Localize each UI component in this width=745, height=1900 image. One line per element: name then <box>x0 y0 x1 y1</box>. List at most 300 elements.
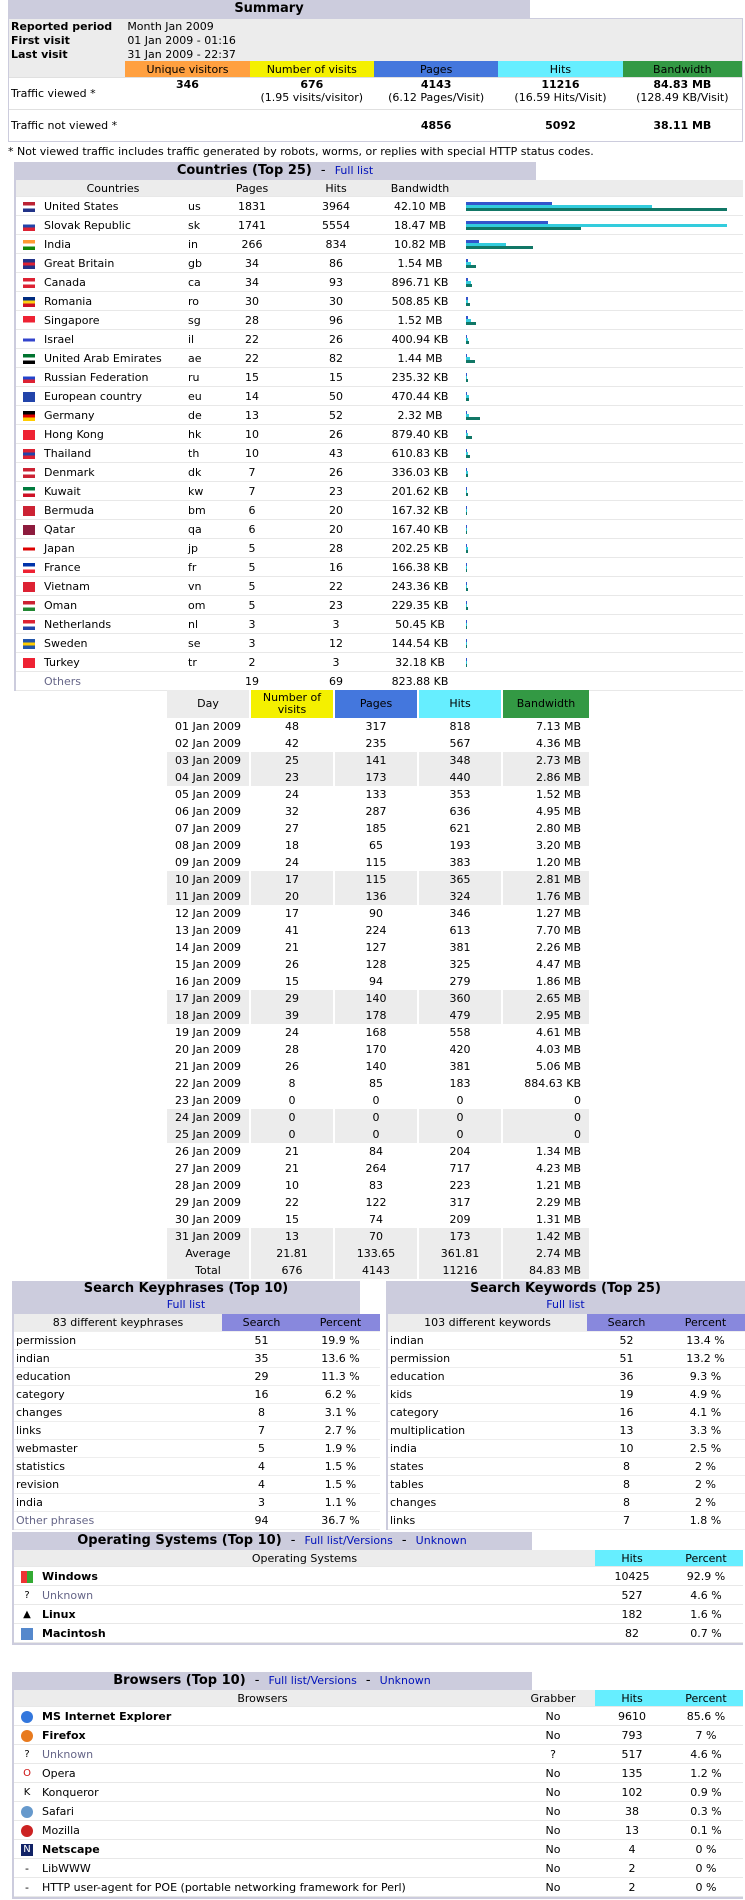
flag-cell <box>16 444 42 463</box>
day-hits: 360 <box>417 990 501 1007</box>
country-row <box>16 634 743 653</box>
day-visits: 21 <box>249 1160 333 1177</box>
day-bandwidth: 2.81 MB <box>501 871 589 888</box>
country-bar-graph <box>462 197 743 216</box>
country-hits: 5554 <box>294 216 378 235</box>
day-date: 02 Jan 2009 <box>175 737 241 750</box>
keywords-row <box>388 1404 745 1422</box>
keywords-row <box>388 1386 745 1404</box>
os-name: Unknown <box>40 1586 595 1605</box>
pages-col-header: Pages <box>210 180 294 197</box>
country-bar-graph <box>462 558 743 577</box>
keyphrases-row <box>14 1422 380 1440</box>
day-date: 30 Jan 2009 <box>175 1213 241 1226</box>
day-hits: 279 <box>417 973 501 990</box>
keywords-search-count: 36 <box>587 1368 666 1386</box>
country-row <box>16 615 743 634</box>
day-average-row <box>167 1245 589 1262</box>
day-pages: 185 <box>333 820 417 837</box>
country-name: Canada <box>42 273 186 292</box>
os-percent: 0.7 % <box>669 1624 743 1643</box>
country-code: eu <box>186 387 210 406</box>
country-bar-graph <box>462 273 743 292</box>
keywords-search-count: 51 <box>587 1350 666 1368</box>
col-pages: Pages <box>374 61 498 77</box>
day-date: 04 Jan 2009 <box>167 769 249 786</box>
not-viewed-hits: 5092 <box>498 109 622 141</box>
percent-col-header: Percent <box>669 1690 743 1707</box>
day-pages: 128 <box>333 956 417 973</box>
netscape-icon: N <box>21 1844 33 1856</box>
browser-percent: 1.2 % <box>669 1764 743 1783</box>
country-pages: 6 <box>210 520 294 539</box>
day-hits: 440 <box>417 769 501 786</box>
country-pages: 7 <box>210 482 294 501</box>
os-title: Operating Systems (Top 10) <box>77 1533 282 1548</box>
bandwidth-bar <box>466 645 467 648</box>
day-row <box>167 939 589 956</box>
country-code: il <box>186 330 210 349</box>
country-bar-graph <box>462 596 743 615</box>
day-hits: 420 <box>417 1041 501 1058</box>
country-pages: 13 <box>210 406 294 425</box>
browsers-unknown-link[interactable]: Unknown <box>379 1674 431 1687</box>
country-bandwidth: 400.94 KB <box>378 330 462 349</box>
day-date: 09 Jan 2009 <box>175 856 241 869</box>
day-pages: 136 <box>333 888 417 905</box>
others-pages: 19 <box>210 672 294 691</box>
os-name: Macintosh <box>40 1624 595 1643</box>
keywords-count-header: 103 different keywords <box>388 1314 587 1332</box>
day-hits: 346 <box>417 905 501 922</box>
day-row <box>167 973 589 990</box>
country-name: Bermuda <box>42 501 186 520</box>
pages-col-header: Pages <box>333 690 417 718</box>
browser-icon-cell <box>14 1840 40 1859</box>
day-visits: 42 <box>249 735 333 752</box>
keywords-term: india <box>388 1440 587 1458</box>
countries-col-header: Countries <box>16 180 210 197</box>
keywords-row <box>388 1440 745 1458</box>
keywords-search-count: 7 <box>587 1512 666 1530</box>
day-hits: 567 <box>417 735 501 752</box>
country-name: Singapore <box>42 311 186 330</box>
keyphrases-header <box>12 1281 360 1314</box>
os-percent: 1.6 % <box>669 1605 743 1624</box>
bandwidth-bar <box>466 493 468 496</box>
os-hits: 82 <box>595 1624 669 1643</box>
country-code: hk <box>186 425 210 444</box>
day-bandwidth: 2.80 MB <box>501 820 589 837</box>
browser-name: Netscape <box>40 1840 511 1859</box>
country-bandwidth: 202.25 KB <box>378 539 462 558</box>
country-name: Qatar <box>42 520 186 539</box>
day-pages: 90 <box>333 905 417 922</box>
days-table <box>167 690 589 1279</box>
day-visits: 10 <box>249 1177 333 1194</box>
browsers-section <box>12 1672 745 1899</box>
day-row <box>167 752 589 769</box>
hits-col-header: Hits <box>294 180 378 197</box>
country-hits: 30 <box>294 292 378 311</box>
day-row <box>167 735 589 752</box>
country-pages: 28 <box>210 311 294 330</box>
keywords-percent: 2 % <box>666 1476 745 1494</box>
os-full-list-link[interactable]: Full list/Versions <box>304 1534 393 1547</box>
day-bandwidth: 2.86 MB <box>501 769 589 786</box>
day-row <box>167 786 589 803</box>
day-row <box>167 888 589 905</box>
country-pages: 30 <box>210 292 294 311</box>
country-bar-graph <box>462 482 743 501</box>
day-visits: 15 <box>249 973 333 990</box>
browser-grabber: ? <box>511 1745 595 1764</box>
day-date: 23 Jan 2009 <box>175 1094 241 1107</box>
keywords-full-list-link[interactable]: Full list <box>546 1298 585 1311</box>
keyphrases-percent: 3.1 % <box>301 1404 380 1422</box>
day-row <box>167 718 589 735</box>
browser-name: Mozilla <box>40 1821 511 1840</box>
country-pages: 6 <box>210 501 294 520</box>
keyphrases-search-count: 51 <box>222 1332 301 1350</box>
day-pages: 0 <box>333 1109 417 1126</box>
total-day-date: Total <box>167 1262 249 1279</box>
keyphrases-search-count: 35 <box>222 1350 301 1368</box>
country-hits: 52 <box>294 406 378 425</box>
browser-grabber: No <box>511 1878 595 1897</box>
browser-hits: 102 <box>595 1783 669 1802</box>
total-day-pages: 4143 <box>333 1262 417 1279</box>
keywords-row <box>388 1368 745 1386</box>
keywords-percent: 13.4 % <box>666 1332 745 1350</box>
keywords-search-count: 10 <box>587 1440 666 1458</box>
country-code: dk <box>186 463 210 482</box>
opera-icon: O <box>23 1767 31 1779</box>
bandwidth-bar <box>466 265 476 268</box>
country-pages: 14 <box>210 387 294 406</box>
flag-sk-icon <box>23 221 35 231</box>
browser-hits: 793 <box>595 1726 669 1745</box>
country-name: Sweden <box>42 634 186 653</box>
keyphrases-percent: 13.6 % <box>301 1350 380 1368</box>
keywords-percent: 4.9 % <box>666 1386 745 1404</box>
country-code: fr <box>186 558 210 577</box>
day-bandwidth: 1.20 MB <box>501 854 589 871</box>
browser-grabber: No <box>511 1802 595 1821</box>
grabber-col-header: Grabber <box>511 1690 595 1707</box>
keyphrases-term: webmaster <box>14 1440 222 1458</box>
country-row <box>16 368 743 387</box>
day-bandwidth: 4.47 MB <box>501 956 589 973</box>
day-pages: 287 <box>333 803 417 820</box>
linux-icon: ▲ <box>23 1608 31 1620</box>
browser-name: Konqueror <box>40 1783 511 1802</box>
day-hits: 558 <box>417 1024 501 1041</box>
country-name: Vietnam <box>42 577 186 596</box>
countries-full-list-link[interactable]: Full list <box>334 164 374 177</box>
country-code: nl <box>186 615 210 634</box>
keyphrases-term: statistics <box>14 1458 222 1476</box>
day-date: 20 Jan 2009 <box>175 1043 241 1056</box>
country-code: se <box>186 634 210 653</box>
day-row <box>167 769 589 786</box>
country-bandwidth: 2.32 MB <box>378 406 462 425</box>
country-pages: 10 <box>210 425 294 444</box>
keywords-row <box>388 1422 745 1440</box>
day-bandwidth: 0 <box>501 1092 589 1109</box>
day-visits: 41 <box>249 922 333 939</box>
day-row <box>167 1177 589 1194</box>
pages-value: 4143 (6.12 Pages/Visit) <box>374 77 498 109</box>
country-bar-graph <box>462 615 743 634</box>
day-visits: 28 <box>249 1041 333 1058</box>
day-hits: 209 <box>417 1211 501 1228</box>
flag-cell <box>16 273 42 292</box>
os-hits: 10425 <box>595 1567 669 1586</box>
browser-percent: 0.1 % <box>669 1821 743 1840</box>
unique-visitors-value: 346 <box>125 77 249 109</box>
keyphrases-row <box>14 1332 380 1350</box>
day-pages: 317 <box>333 718 417 735</box>
day-bandwidth: 2.29 MB <box>501 1194 589 1211</box>
country-bandwidth: 229.35 KB <box>378 596 462 615</box>
country-hits: 3964 <box>294 197 378 216</box>
browser-icon-cell <box>14 1802 40 1821</box>
browser-icon-cell: - <box>14 1878 40 1897</box>
country-name: Hong Kong <box>42 425 186 444</box>
keywords-row <box>388 1332 745 1350</box>
browsers-table <box>12 1690 743 1899</box>
day-bandwidth: 1.86 MB <box>501 973 589 990</box>
country-bar-graph <box>462 653 743 672</box>
day-row <box>167 1058 589 1075</box>
others-label: Others <box>42 672 210 691</box>
keywords-term: kids <box>388 1386 587 1404</box>
keywords-term: tables <box>388 1476 587 1494</box>
day-row <box>167 1075 589 1092</box>
os-name: Windows <box>40 1567 595 1586</box>
day-visits: 0 <box>249 1126 333 1143</box>
country-hits: 3 <box>294 615 378 634</box>
day-visits: 26 <box>249 956 333 973</box>
os-unknown-link[interactable]: Unknown <box>415 1534 467 1547</box>
mac-icon <box>21 1628 33 1640</box>
keywords-percent: 2.5 % <box>666 1440 745 1458</box>
keyphrases-search-count: 16 <box>222 1386 301 1404</box>
flag-jp-icon <box>23 544 35 554</box>
country-hits: 86 <box>294 254 378 273</box>
days-of-month-section <box>167 690 589 1279</box>
country-code: sg <box>186 311 210 330</box>
country-row <box>16 406 743 425</box>
separator: - <box>365 1673 371 1688</box>
keyphrases-term: india <box>14 1494 222 1512</box>
browsers-title: Browsers (Top 10) <box>113 1673 246 1688</box>
flag-cell <box>16 368 42 387</box>
browser-name: Firefox <box>40 1726 511 1745</box>
country-name: European country <box>42 387 186 406</box>
country-bar-graph <box>462 463 743 482</box>
keywords-search-count: 19 <box>587 1386 666 1404</box>
country-row <box>16 596 743 615</box>
day-bandwidth: 4.36 MB <box>501 735 589 752</box>
keyphrases-row <box>14 1368 380 1386</box>
day-pages: 173 <box>333 769 417 786</box>
keyphrases-other-row <box>14 1512 380 1530</box>
country-hits: 834 <box>294 235 378 254</box>
country-row <box>16 577 743 596</box>
browser-row <box>14 1745 743 1764</box>
keyphrases-percent: 6.2 % <box>301 1386 380 1404</box>
countries-header <box>14 162 536 180</box>
country-row <box>16 197 743 216</box>
country-name: Netherlands <box>42 615 186 634</box>
day-hits: 0 <box>417 1092 501 1109</box>
flag-cell <box>16 387 42 406</box>
browsers-full-list-link[interactable]: Full list/Versions <box>268 1674 357 1687</box>
day-row <box>167 820 589 837</box>
day-date: 25 Jan 2009 <box>167 1126 249 1143</box>
country-row <box>16 387 743 406</box>
bandwidth-bar <box>466 512 467 515</box>
browser-icon-cell <box>14 1707 40 1726</box>
country-pages: 1741 <box>210 216 294 235</box>
keywords-term: permission <box>388 1350 587 1368</box>
day-hits: 0 <box>417 1109 501 1126</box>
keyphrases-row <box>14 1476 380 1494</box>
bandwidth-bar <box>466 398 469 401</box>
day-row <box>167 1160 589 1177</box>
flag-cell <box>16 596 42 615</box>
country-name: Turkey <box>42 653 186 672</box>
flag-hk-icon <box>23 430 35 440</box>
country-row <box>16 330 743 349</box>
day-visits: 20 <box>249 888 333 905</box>
other-phrases-percent: 36.7 % <box>301 1512 380 1530</box>
day-visits: 0 <box>249 1092 333 1109</box>
country-code: om <box>186 596 210 615</box>
flag-qa-icon <box>23 525 35 535</box>
country-bar-graph <box>462 330 743 349</box>
keywords-term: category <box>388 1404 587 1422</box>
day-date: 10 Jan 2009 <box>167 871 249 888</box>
day-bandwidth: 1.21 MB <box>501 1177 589 1194</box>
country-pages: 15 <box>210 368 294 387</box>
day-hits: 353 <box>417 786 501 803</box>
day-date: 17 Jan 2009 <box>167 990 249 1007</box>
browser-name: Opera <box>40 1764 511 1783</box>
keywords-header <box>386 1281 745 1314</box>
country-code: tr <box>186 653 210 672</box>
day-date: 27 Jan 2009 <box>175 1162 241 1175</box>
day-row <box>167 990 589 1007</box>
windows-icon <box>21 1571 33 1583</box>
country-row <box>16 349 743 368</box>
bandwidth-col-header: Bandwidth <box>378 180 462 197</box>
country-hits: 20 <box>294 520 378 539</box>
country-hits: 82 <box>294 349 378 368</box>
bandwidth-bar <box>466 208 727 211</box>
country-bar-graph <box>462 634 743 653</box>
day-total-row <box>167 1262 589 1279</box>
keyphrases-title: Search Keyphrases (Top 10) <box>83 1281 289 1296</box>
day-visits: 23 <box>249 769 333 786</box>
country-row <box>16 311 743 330</box>
country-bandwidth: 32.18 KB <box>378 653 462 672</box>
browser-icon-cell <box>14 1726 40 1745</box>
country-hits: 12 <box>294 634 378 653</box>
country-code: vn <box>186 577 210 596</box>
os-hits: 182 <box>595 1605 669 1624</box>
browser-hits: 517 <box>595 1745 669 1764</box>
graph-col-header <box>462 180 743 197</box>
day-pages: 84 <box>333 1143 417 1160</box>
day-bandwidth: 4.95 MB <box>501 803 589 820</box>
os-row <box>14 1624 743 1643</box>
keyphrases-term: permission <box>14 1332 222 1350</box>
browsers-col-header: Browsers <box>14 1690 511 1707</box>
country-bandwidth: 10.82 MB <box>378 235 462 254</box>
day-date: 01 Jan 2009 <box>175 720 241 733</box>
operating-systems-section <box>12 1532 745 1645</box>
day-date: 08 Jan 2009 <box>175 839 241 852</box>
traffic-not-viewed-label: Traffic not viewed * <box>9 109 125 141</box>
country-pages: 3 <box>210 634 294 653</box>
day-hits: 621 <box>417 820 501 837</box>
day-row <box>167 1092 589 1109</box>
day-hits: 365 <box>417 871 501 888</box>
browser-percent: 0 % <box>669 1859 743 1878</box>
country-pages: 5 <box>210 539 294 558</box>
keyphrases-count-header: 83 different keyphrases <box>14 1314 222 1332</box>
country-bar-graph <box>462 577 743 596</box>
summary-table <box>8 18 743 142</box>
browser-hits: 38 <box>595 1802 669 1821</box>
bandwidth-bar <box>466 341 469 344</box>
day-bandwidth: 1.27 MB <box>501 905 589 922</box>
country-code: kw <box>186 482 210 501</box>
last-visit-value: 31 Jan 2009 - 22:37 <box>127 47 236 61</box>
browser-icon-cell <box>14 1783 40 1802</box>
day-pages: 133 <box>333 786 417 803</box>
keywords-percent: 1.8 % <box>666 1512 745 1530</box>
day-visits: 18 <box>249 837 333 854</box>
browser-grabber: No <box>511 1859 595 1878</box>
day-row <box>167 1143 589 1160</box>
country-bandwidth: 50.45 KB <box>378 615 462 634</box>
day-hits: 204 <box>417 1143 501 1160</box>
keyphrases-full-list-link[interactable]: Full list <box>166 1298 206 1311</box>
total-day-visits: 676 <box>249 1262 333 1279</box>
os-col-header: Operating Systems <box>14 1550 595 1567</box>
countries-section <box>14 162 745 691</box>
day-pages: 140 <box>333 1058 417 1075</box>
bandwidth-bar <box>466 360 475 363</box>
day-hits: 325 <box>417 956 501 973</box>
day-bandwidth: 2.95 MB <box>501 1007 589 1024</box>
browser-grabber: No <box>511 1783 595 1802</box>
browser-hits: 135 <box>595 1764 669 1783</box>
day-visits: 48 <box>249 718 333 735</box>
flag-eu-icon <box>23 392 35 402</box>
keywords-search-count: 16 <box>587 1404 666 1422</box>
keyphrases-section <box>12 1281 380 1530</box>
others-hits: 69 <box>294 672 378 691</box>
keywords-percent: 3.3 % <box>666 1422 745 1440</box>
blank-header <box>9 61 125 77</box>
safari-icon <box>21 1806 33 1818</box>
bandwidth-bar <box>466 417 480 420</box>
